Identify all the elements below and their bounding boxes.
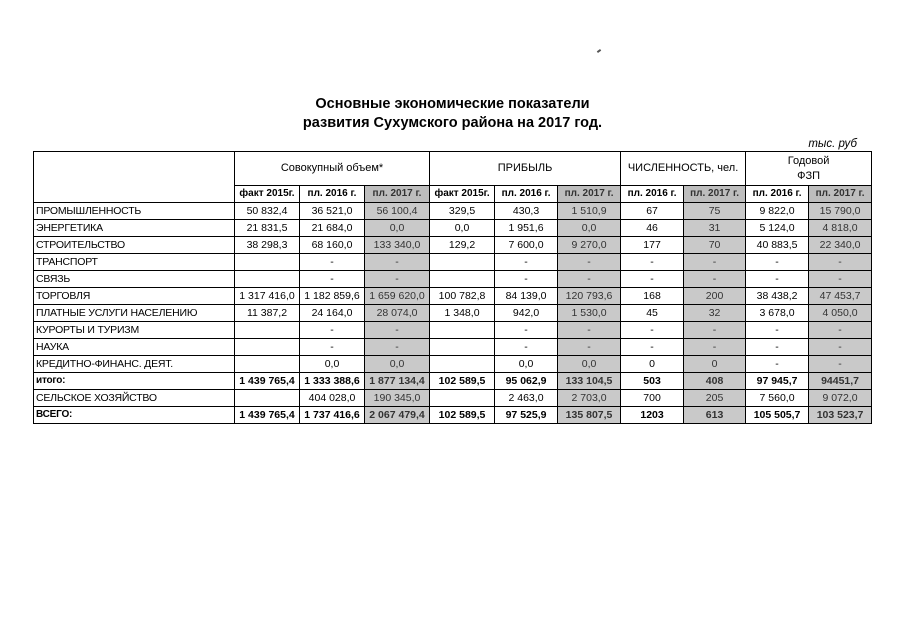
value-cell: 4 050,0 bbox=[809, 305, 872, 322]
page-title bbox=[0, 95, 905, 133]
row-label: КРЕДИТНО-ФИНАНС. ДЕЯТ. bbox=[34, 356, 235, 373]
column-header: факт 2015г. bbox=[235, 186, 300, 203]
value-cell: - bbox=[558, 271, 621, 288]
value-cell: - bbox=[746, 339, 809, 356]
value-cell: 0 bbox=[621, 356, 684, 373]
value-cell: - bbox=[809, 254, 872, 271]
label-header-cell bbox=[34, 152, 235, 203]
value-cell: 15 790,0 bbox=[809, 203, 872, 220]
value-cell: 46 bbox=[621, 220, 684, 237]
value-cell: 205 bbox=[684, 390, 746, 407]
value-cell: 4 818,0 bbox=[809, 220, 872, 237]
value-cell: 5 124,0 bbox=[746, 220, 809, 237]
value-cell bbox=[430, 356, 495, 373]
row-label: ТОРГОВЛЯ bbox=[34, 288, 235, 305]
value-cell: - bbox=[746, 254, 809, 271]
column-header: пл. 2017 г. bbox=[365, 186, 430, 203]
column-header: пл. 2016 г. bbox=[621, 186, 684, 203]
value-cell: 38 438,2 bbox=[746, 288, 809, 305]
value-cell: 45 bbox=[621, 305, 684, 322]
row-label: ТРАНСПОРТ bbox=[34, 254, 235, 271]
value-cell: 95 062,9 bbox=[495, 373, 558, 390]
table-row bbox=[34, 356, 872, 373]
value-cell: 9 822,0 bbox=[746, 203, 809, 220]
value-cell: 1 439 765,4 bbox=[235, 407, 300, 424]
table-row bbox=[34, 237, 872, 254]
value-cell: - bbox=[495, 254, 558, 271]
value-cell: 404 028,0 bbox=[300, 390, 365, 407]
column-header: факт 2015г. bbox=[430, 186, 495, 203]
value-cell: 177 bbox=[621, 237, 684, 254]
value-cell: 31 bbox=[684, 220, 746, 237]
value-cell: - bbox=[746, 356, 809, 373]
value-cell: 22 340,0 bbox=[809, 237, 872, 254]
value-cell: 0,0 bbox=[495, 356, 558, 373]
value-cell: 1 951,6 bbox=[495, 220, 558, 237]
value-cell: - bbox=[365, 271, 430, 288]
value-cell bbox=[430, 254, 495, 271]
value-cell: 0,0 bbox=[300, 356, 365, 373]
value-cell: 613 bbox=[684, 407, 746, 424]
row-label: ВСЕГО: bbox=[34, 407, 235, 424]
title-line-2: развития Сухумского района на 2017 год. bbox=[302, 115, 603, 131]
value-cell: - bbox=[684, 322, 746, 339]
value-cell: - bbox=[809, 271, 872, 288]
value-cell: - bbox=[558, 254, 621, 271]
value-cell: 21 684,0 bbox=[300, 220, 365, 237]
value-cell: 1 182 859,6 bbox=[300, 288, 365, 305]
row-label: ЭНЕРГЕТИКА bbox=[34, 220, 235, 237]
value-cell: 47 453,7 bbox=[809, 288, 872, 305]
value-cell: 103 523,7 bbox=[809, 407, 872, 424]
value-cell: - bbox=[365, 322, 430, 339]
value-cell: 503 bbox=[621, 373, 684, 390]
row-label: КУРОРТЫ И ТУРИЗМ bbox=[34, 322, 235, 339]
value-cell: - bbox=[684, 254, 746, 271]
value-cell: - bbox=[558, 322, 621, 339]
value-cell: 7 560,0 bbox=[746, 390, 809, 407]
scan-speck bbox=[597, 49, 601, 53]
value-cell: 1 510,9 bbox=[558, 203, 621, 220]
value-cell: 0 bbox=[684, 356, 746, 373]
value-cell: - bbox=[495, 339, 558, 356]
value-cell: 36 521,0 bbox=[300, 203, 365, 220]
value-cell: - bbox=[621, 271, 684, 288]
table-row bbox=[34, 373, 872, 390]
unit-note: тыс. руб bbox=[808, 138, 857, 150]
value-cell: 97 945,7 bbox=[746, 373, 809, 390]
value-cell: 70 bbox=[684, 237, 746, 254]
value-cell: - bbox=[621, 254, 684, 271]
value-cell: - bbox=[365, 254, 430, 271]
value-cell: 32 bbox=[684, 305, 746, 322]
value-cell: 190 345,0 bbox=[365, 390, 430, 407]
title-line-1: Основные экономические показатели bbox=[315, 96, 590, 112]
group-payroll: Годовой ФЗП bbox=[746, 152, 872, 186]
value-cell: 430,3 bbox=[495, 203, 558, 220]
value-cell: 0,0 bbox=[365, 356, 430, 373]
value-cell bbox=[430, 339, 495, 356]
value-cell: 1 530,0 bbox=[558, 305, 621, 322]
value-cell: 329,5 bbox=[430, 203, 495, 220]
value-cell: - bbox=[495, 271, 558, 288]
value-cell: - bbox=[684, 339, 746, 356]
column-header: пл. 2016 г. bbox=[300, 186, 365, 203]
value-cell: - bbox=[621, 339, 684, 356]
value-cell: 1 737 416,6 bbox=[300, 407, 365, 424]
table-row bbox=[34, 220, 872, 237]
value-cell: 0,0 bbox=[365, 220, 430, 237]
value-cell: 700 bbox=[621, 390, 684, 407]
value-cell bbox=[235, 356, 300, 373]
value-cell: - bbox=[746, 322, 809, 339]
value-cell: 102 589,5 bbox=[430, 373, 495, 390]
group-profit: ПРИБЫЛЬ bbox=[430, 152, 621, 186]
value-cell: 94451,7 bbox=[809, 373, 872, 390]
value-cell bbox=[430, 322, 495, 339]
value-cell bbox=[235, 271, 300, 288]
value-cell: 84 139,0 bbox=[495, 288, 558, 305]
value-cell: - bbox=[365, 339, 430, 356]
value-cell: 942,0 bbox=[495, 305, 558, 322]
value-cell: 100 782,8 bbox=[430, 288, 495, 305]
table-row bbox=[34, 254, 872, 271]
value-cell: 135 807,5 bbox=[558, 407, 621, 424]
group-volume: Совокупный объем* bbox=[235, 152, 430, 186]
value-cell: 2 463,0 bbox=[495, 390, 558, 407]
column-header: пл. 2016 г. bbox=[746, 186, 809, 203]
table-row bbox=[34, 390, 872, 407]
value-cell: 1 659 620,0 bbox=[365, 288, 430, 305]
value-cell: 0,0 bbox=[558, 356, 621, 373]
column-header: пл. 2016 г. bbox=[495, 186, 558, 203]
row-label: СВЯЗЬ bbox=[34, 271, 235, 288]
value-cell bbox=[235, 339, 300, 356]
value-cell: 1 877 134,4 bbox=[365, 373, 430, 390]
table-row bbox=[34, 339, 872, 356]
table-row bbox=[34, 288, 872, 305]
value-cell bbox=[235, 254, 300, 271]
value-cell: - bbox=[746, 271, 809, 288]
value-cell bbox=[430, 390, 495, 407]
value-cell: 67 bbox=[621, 203, 684, 220]
value-cell: 120 793,6 bbox=[558, 288, 621, 305]
value-cell: - bbox=[300, 271, 365, 288]
value-cell bbox=[235, 390, 300, 407]
value-cell: 9 270,0 bbox=[558, 237, 621, 254]
column-header: пл. 2017 г. bbox=[684, 186, 746, 203]
value-cell: 1 439 765,4 bbox=[235, 373, 300, 390]
value-cell: 11 387,2 bbox=[235, 305, 300, 322]
row-label: ПЛАТНЫЕ УСЛУГИ НАСЕЛЕНИЮ bbox=[34, 305, 235, 322]
table-row bbox=[34, 271, 872, 288]
value-cell: 21 831,5 bbox=[235, 220, 300, 237]
value-cell: 1 348,0 bbox=[430, 305, 495, 322]
value-cell: - bbox=[809, 322, 872, 339]
value-cell: 24 164,0 bbox=[300, 305, 365, 322]
row-label: НАУКА bbox=[34, 339, 235, 356]
value-cell: 75 bbox=[684, 203, 746, 220]
value-cell: 102 589,5 bbox=[430, 407, 495, 424]
value-cell: 1 333 388,6 bbox=[300, 373, 365, 390]
value-cell: - bbox=[300, 339, 365, 356]
value-cell: - bbox=[684, 271, 746, 288]
value-cell: 97 525,9 bbox=[495, 407, 558, 424]
row-label: итого: bbox=[34, 373, 235, 390]
column-header: пл. 2017 г. bbox=[809, 186, 872, 203]
column-header: пл. 2017 г. bbox=[558, 186, 621, 203]
value-cell: 0,0 bbox=[430, 220, 495, 237]
value-cell: - bbox=[300, 254, 365, 271]
value-cell: 0,0 bbox=[558, 220, 621, 237]
value-cell: 28 074,0 bbox=[365, 305, 430, 322]
value-cell: 168 bbox=[621, 288, 684, 305]
value-cell: 1203 bbox=[621, 407, 684, 424]
row-label: СЕЛЬСКОЕ ХОЗЯЙСТВО bbox=[34, 390, 235, 407]
value-cell: - bbox=[809, 339, 872, 356]
value-cell: 129,2 bbox=[430, 237, 495, 254]
value-cell: 1 317 416,0 bbox=[235, 288, 300, 305]
value-cell: 2 703,0 bbox=[558, 390, 621, 407]
value-cell: 200 bbox=[684, 288, 746, 305]
table-row bbox=[34, 305, 872, 322]
value-cell: 133 104,5 bbox=[558, 373, 621, 390]
value-cell: - bbox=[558, 339, 621, 356]
value-cell: 56 100,4 bbox=[365, 203, 430, 220]
value-cell: 68 160,0 bbox=[300, 237, 365, 254]
value-cell: 7 600,0 bbox=[495, 237, 558, 254]
indicators-table bbox=[33, 151, 872, 424]
value-cell: - bbox=[809, 356, 872, 373]
value-cell: 38 298,3 bbox=[235, 237, 300, 254]
value-cell: 9 072,0 bbox=[809, 390, 872, 407]
row-label: СТРОИТЕЛЬСТВО bbox=[34, 237, 235, 254]
value-cell: 50 832,4 bbox=[235, 203, 300, 220]
value-cell bbox=[235, 322, 300, 339]
value-cell bbox=[430, 271, 495, 288]
value-cell: 3 678,0 bbox=[746, 305, 809, 322]
row-label: ПРОМЫШЛЕННОСТЬ bbox=[34, 203, 235, 220]
value-cell: - bbox=[495, 322, 558, 339]
group-staff: ЧИСЛЕННОСТЬ, чел. bbox=[621, 152, 746, 186]
table-row bbox=[34, 203, 872, 220]
value-cell: 2 067 479,4 bbox=[365, 407, 430, 424]
value-cell: 133 340,0 bbox=[365, 237, 430, 254]
group-header-row bbox=[34, 152, 872, 186]
value-cell: 408 bbox=[684, 373, 746, 390]
value-cell: - bbox=[621, 322, 684, 339]
table-row bbox=[34, 407, 872, 424]
table-body bbox=[34, 203, 872, 424]
table-row bbox=[34, 322, 872, 339]
value-cell: - bbox=[300, 322, 365, 339]
value-cell: 105 505,7 bbox=[746, 407, 809, 424]
value-cell: 40 883,5 bbox=[746, 237, 809, 254]
